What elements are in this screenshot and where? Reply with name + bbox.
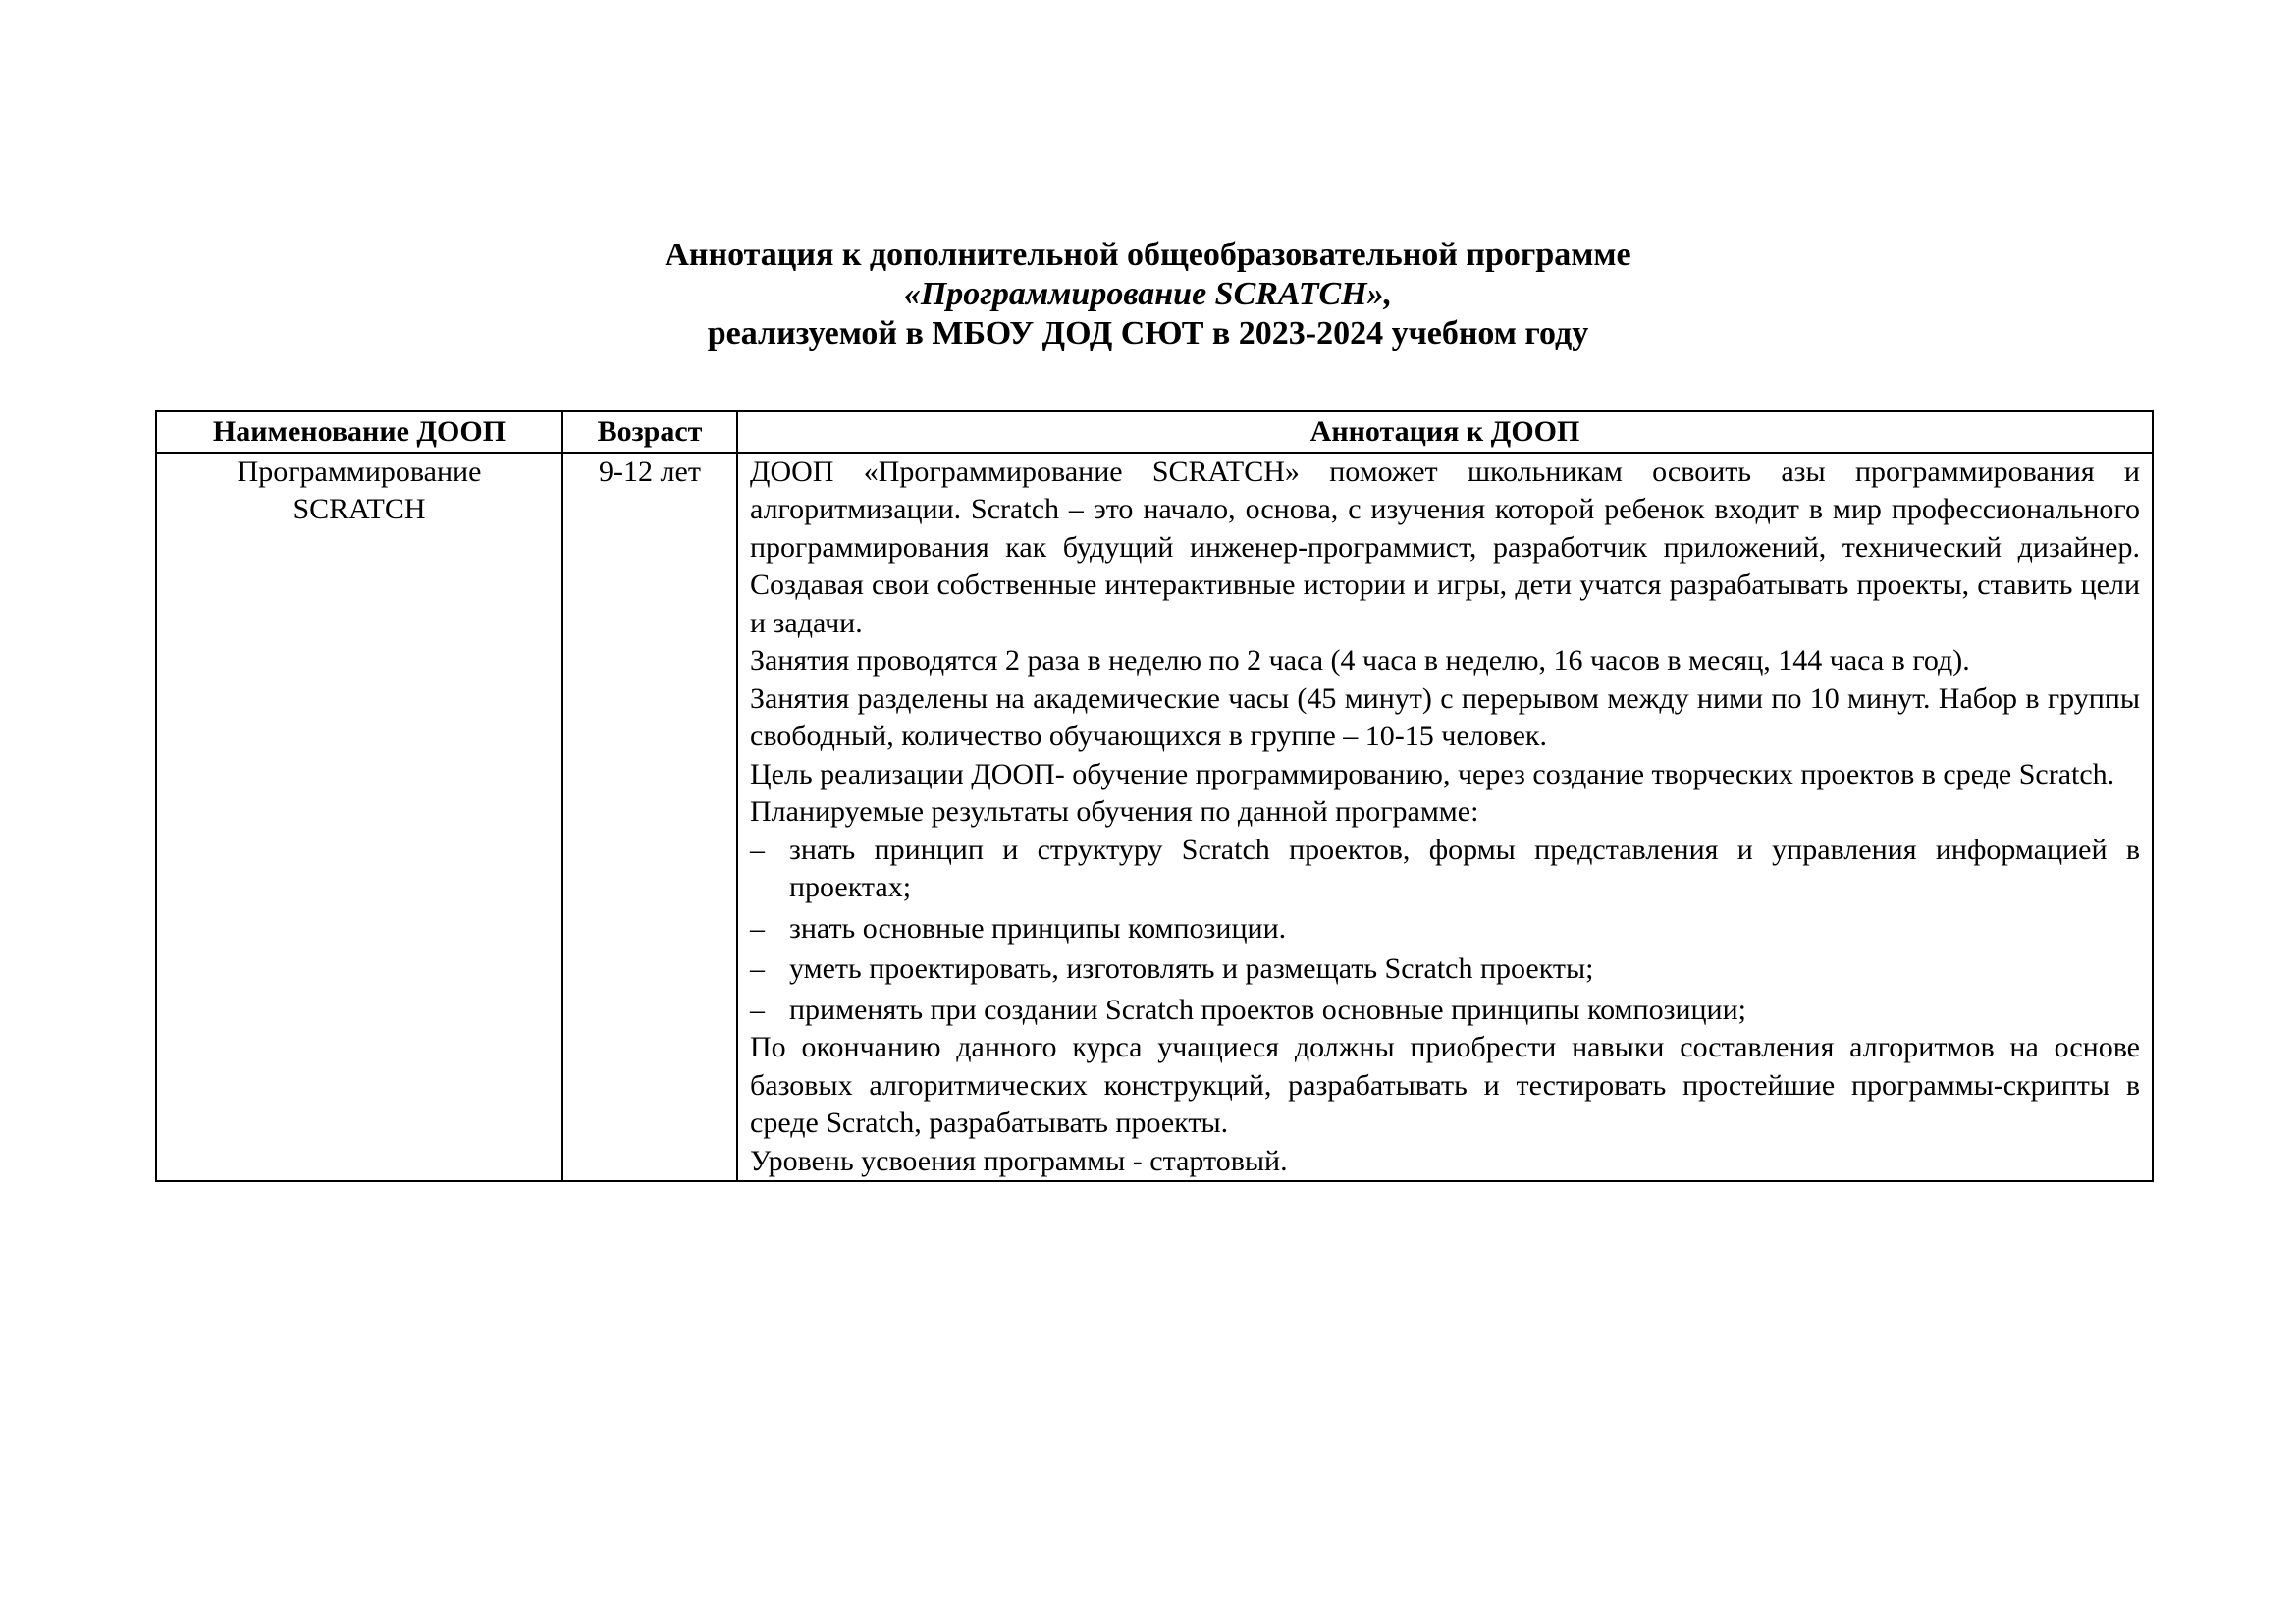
heading-line-1: Аннотация к дополнительной общеобразовательной программе (665, 237, 1631, 273)
annotation-cell (737, 453, 2153, 1182)
annotation-paragraph: ДООП «Программирование SCRATCH» поможет школьникам освоить азы программирования и алгоритмизации. Scratch – это начало, основа, с изучения которой ребенок входит в мир профессионального программирования как будущий инженер-программист, разработчик приложений, технический дизайнер. Создавая свои собственные интерактивные истории и игры, дети учатся разрабатывать проекты, ставить цели и задачи. (750, 455, 2140, 639)
list-item (750, 910, 2140, 948)
list-item (750, 992, 2140, 1030)
header-annotation: Аннотация к ДООП (737, 411, 2153, 453)
bullet-marker: – (750, 952, 765, 985)
bullet-marker: – (750, 911, 765, 945)
list-item-text: знать принцип и структуру Scratch проектов, формы представления и управления информацией в проектах; (789, 833, 2140, 903)
annotation-table (155, 410, 2154, 1182)
program-name-line-2: SCRATCH (293, 493, 426, 525)
heading-program-title: «Программирование SCRATCH», (903, 276, 1393, 312)
list-item-text: применять при создании Scratch проектов основные принципы композиции; (789, 993, 1746, 1026)
header-age: Возраст (562, 411, 737, 453)
annotation-level: Уровень усвоения программы - стартовый. (750, 1144, 1288, 1177)
annotation-closing-paragraph: По окончанию данного курса учащиеся должны приобрести навыки составления алгоритмов на основе базовых алгоритмических конструкций, разрабатывать и тестировать простейшие программы-скрипты в среде Scratch, разрабатывать проекты. (750, 1031, 2140, 1139)
table-header-row (156, 411, 2153, 453)
header-program-name: Наименование ДООП (156, 411, 562, 453)
list-item-text: знать основные принципы композиции. (789, 911, 1287, 945)
annotation-paragraph: Занятия проводятся 2 раза в неделю по 2 часа (4 часа в неделю, 16 часов в месяц, 144 часа в год). (750, 644, 1970, 677)
bullet-marker: – (750, 993, 765, 1026)
bullet-marker: – (750, 833, 765, 866)
program-name-line-1: Программирование (237, 455, 482, 488)
list-item-text: уметь проектировать, изготовлять и размещать Scratch проекты; (789, 952, 1594, 985)
heading-line-3: реализуемой в МБОУ ДОД СЮТ в 2023-2024 учебном году (707, 315, 1589, 352)
annotation-paragraph: Планируемые результаты обучения по данной программе: (750, 795, 1479, 828)
annotation-paragraph: Занятия разделены на академические часы (45 минут) с перерывом между ними по 10 минут. Набор в группы свободный, количество обучающихся в группе – 10-15 человек. (750, 681, 2140, 752)
list-item (750, 832, 2140, 907)
program-name-cell (156, 453, 562, 1182)
annotation-paragraph: Цель реализации ДООП- обучение программированию, через создание творческих проектов в среде Scratch. (750, 757, 2115, 790)
table-row (156, 453, 2153, 1182)
age-cell: 9-12 лет (562, 453, 737, 1182)
list-item (750, 950, 2140, 989)
document-heading (0, 236, 2296, 353)
